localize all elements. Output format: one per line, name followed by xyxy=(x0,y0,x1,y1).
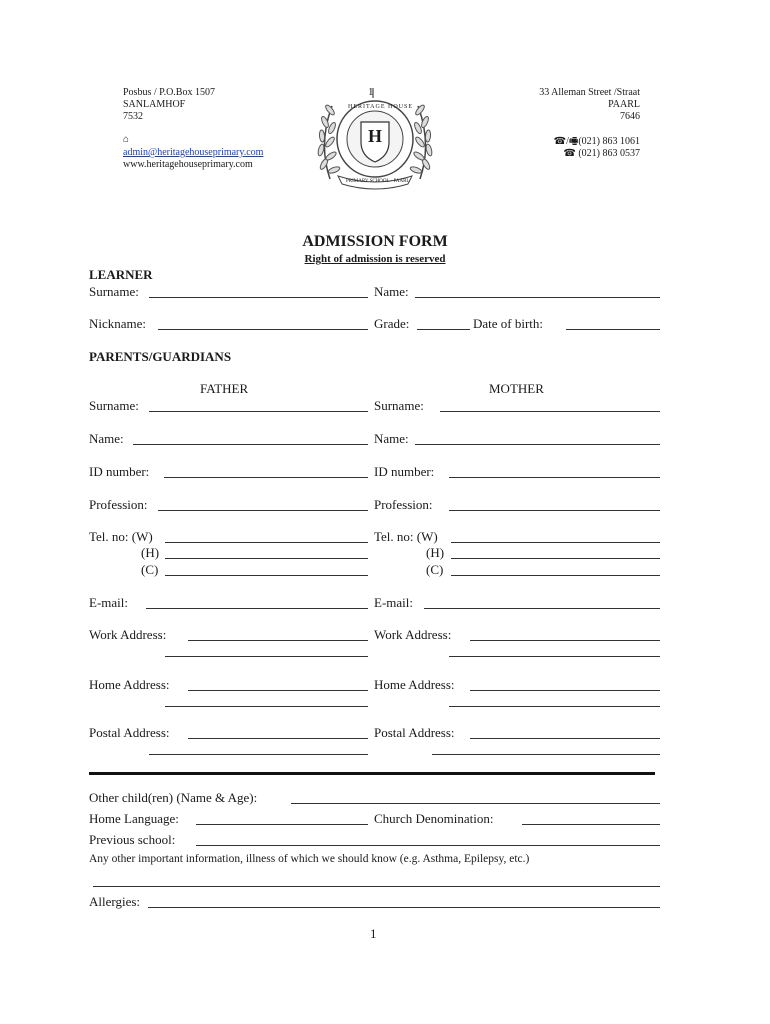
email-link[interactable]: admin@heritagehouseprimary.com xyxy=(123,147,264,158)
father-tel-c-field[interactable] xyxy=(165,575,368,576)
father-tel-c-label: (C) xyxy=(141,562,159,577)
mother-profession-field[interactable] xyxy=(449,510,660,511)
other-children-label: Other child(ren) (Name & Age): xyxy=(89,790,258,805)
mother-name-label: Name: xyxy=(374,431,409,446)
section-divider xyxy=(89,772,655,775)
mother-email-field[interactable] xyxy=(424,608,660,609)
mother-tel-c-label: (C) xyxy=(426,562,444,577)
mother-home-address-field-1[interactable] xyxy=(470,690,660,691)
form-title: ADMISSION FORM xyxy=(302,233,448,250)
father-profession-field[interactable] xyxy=(158,510,368,511)
town-line: PAARL xyxy=(608,99,640,110)
home-language-field[interactable] xyxy=(196,824,368,825)
father-id-field[interactable] xyxy=(164,477,368,478)
father-tel-h-label: (H) xyxy=(141,545,160,560)
mother-name-field[interactable] xyxy=(415,444,660,445)
suburb-line: SANLAMHOF xyxy=(123,99,186,110)
nickname-field[interactable] xyxy=(158,329,368,330)
other-children-field[interactable] xyxy=(291,803,660,804)
phone-number: ☎/🖷(021) 863 1061 xyxy=(553,136,640,147)
learner-name-field[interactable] xyxy=(415,297,660,298)
street-address-line: 33 Alleman Street /Straat xyxy=(539,87,640,98)
important-info-label: Any other important information, illness of which we should know (e.g. Asthma, Epilepsy, etc.) xyxy=(89,853,530,865)
mother-tel-h-label: (H) xyxy=(426,545,445,560)
mother-work-address-field-2[interactable] xyxy=(449,656,660,657)
church-field[interactable] xyxy=(522,824,660,825)
crest-monogram: H xyxy=(367,126,382,146)
father-work-address-label: Work Address: xyxy=(89,627,167,642)
father-id-label: ID number: xyxy=(89,464,150,479)
town-postal-code-line: 7646 xyxy=(620,111,640,122)
dob-label: Date of birth: xyxy=(473,316,544,331)
father-home-address-label: Home Address: xyxy=(89,677,170,692)
father-tel-w-label: Tel. no: (W) xyxy=(89,529,153,544)
parents-heading: PARENTS/GUARDIANS xyxy=(89,349,232,364)
mother-postal-address-field-2[interactable] xyxy=(432,754,660,755)
mother-email-label: E-mail: xyxy=(374,595,413,610)
mother-tel-w-label: Tel. no: (W) xyxy=(374,529,438,544)
mother-postal-address-field-1[interactable] xyxy=(470,738,660,739)
grade-label: Grade: xyxy=(374,316,410,331)
father-work-address-field-2[interactable] xyxy=(165,656,368,657)
father-home-address-field-2[interactable] xyxy=(165,706,368,707)
father-postal-address-field-2[interactable] xyxy=(149,754,368,755)
form-subtitle: Right of admission is reserved xyxy=(304,253,446,265)
page-number: 1 xyxy=(370,926,377,941)
mother-home-address-field-2[interactable] xyxy=(449,706,660,707)
father-profession-label: Profession: xyxy=(89,497,148,512)
father-postal-address-label: Postal Address: xyxy=(89,725,170,740)
church-label: Church Denomination: xyxy=(374,811,494,826)
mother-surname-field[interactable] xyxy=(440,411,660,412)
father-postal-address-field-1[interactable] xyxy=(188,738,368,739)
father-heading: FATHER xyxy=(200,381,249,396)
learner-surname-label: Surname: xyxy=(89,284,139,299)
mother-tel-w-field[interactable] xyxy=(451,542,660,543)
previous-school-field[interactable] xyxy=(196,845,660,846)
mother-surname-label: Surname: xyxy=(374,398,424,413)
mouse-icon: ⌂ xyxy=(123,134,130,145)
father-home-address-field-1[interactable] xyxy=(188,690,368,691)
mother-heading: MOTHER xyxy=(489,381,544,396)
father-tel-w-field[interactable] xyxy=(165,542,368,543)
grade-field[interactable] xyxy=(417,329,470,330)
website-text: www.heritagehouseprimary.com xyxy=(123,159,253,170)
home-language-label: Home Language: xyxy=(89,811,179,826)
learner-heading: LEARNER xyxy=(89,267,153,282)
learner-name-label: Name: xyxy=(374,284,409,299)
father-email-field[interactable] xyxy=(146,608,368,609)
father-surname-label: Surname: xyxy=(89,398,139,413)
mother-profession-label: Profession: xyxy=(374,497,433,512)
crest-top-text: HERITAGE HOUSE xyxy=(348,104,414,110)
mother-id-field[interactable] xyxy=(449,477,660,478)
nickname-label: Nickname: xyxy=(89,316,147,331)
allergies-label: Allergies: xyxy=(89,894,141,909)
mother-id-label: ID number: xyxy=(374,464,435,479)
mother-work-address-label: Work Address: xyxy=(374,627,452,642)
father-tel-h-field[interactable] xyxy=(165,558,368,559)
crest-banner-text: PRIMARY SCHOOL · PAARL xyxy=(346,179,410,184)
father-work-address-field-1[interactable] xyxy=(188,640,368,641)
father-name-field[interactable] xyxy=(133,444,368,445)
postal-code-line: 7532 xyxy=(123,111,143,122)
mother-tel-h-field[interactable] xyxy=(451,558,660,559)
fax-number: ☎ (021) 863 0537 xyxy=(563,148,640,159)
mother-postal-address-label: Postal Address: xyxy=(374,725,455,740)
allergies-field[interactable] xyxy=(148,907,660,908)
learner-surname-field[interactable] xyxy=(149,297,368,298)
mother-home-address-label: Home Address: xyxy=(374,677,455,692)
postal-address-line: Posbus / P.O.Box 1507 xyxy=(123,87,215,98)
father-name-label: Name: xyxy=(89,431,124,446)
dob-field[interactable] xyxy=(566,329,660,330)
mother-tel-c-field[interactable] xyxy=(451,575,660,576)
mother-work-address-field-1[interactable] xyxy=(470,640,660,641)
father-surname-field[interactable] xyxy=(149,411,368,412)
previous-school-label: Previous school: xyxy=(89,832,176,847)
school-crest-logo xyxy=(310,84,440,196)
important-info-field[interactable] xyxy=(93,886,660,887)
father-email-label: E-mail: xyxy=(89,595,128,610)
page-marker: 1 xyxy=(368,86,374,98)
